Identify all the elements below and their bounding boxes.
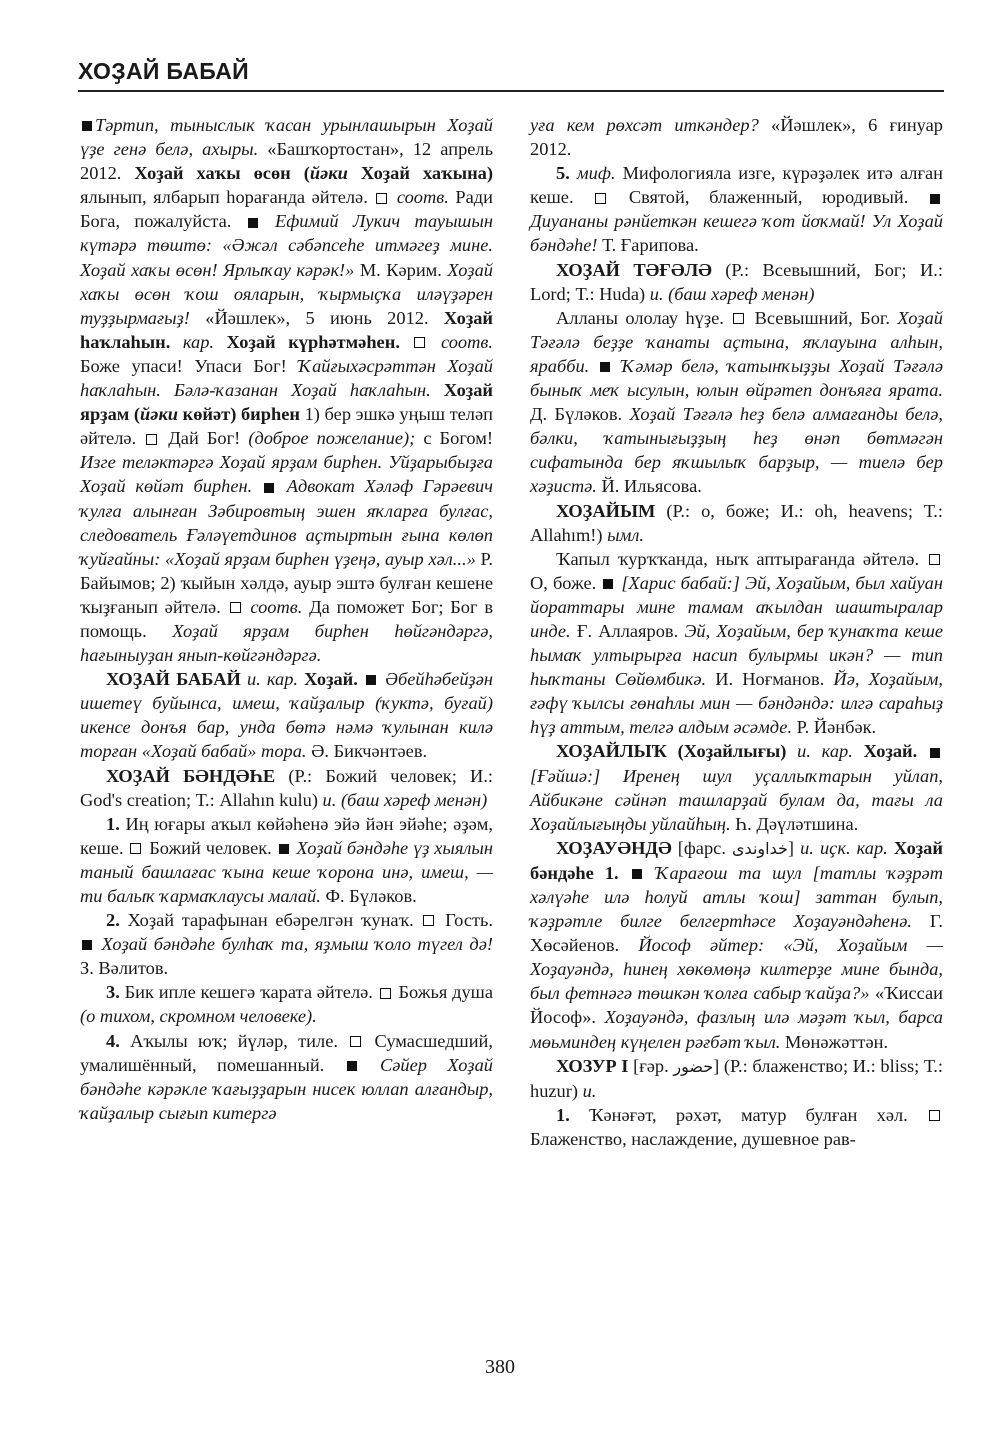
entry-text: Й. Ильясова.	[596, 476, 702, 497]
example-marker-icon	[248, 218, 258, 228]
entry-text: и. (баш хәреф менән)	[322, 789, 488, 810]
entry-text: ы	[233, 115, 247, 135]
entry-text: Сумасшедший, умалишённый, помешанный.	[80, 1030, 493, 1075]
headword-text: 2.	[106, 910, 120, 931]
entry-text: кар.	[170, 331, 214, 352]
entry-text: Ҡәмәр белә, ҡатынҡыҙҙы Хоҙай Тәғәлә быныҡ меҡ ысулын, юлын өйрәтеп донъяға ярата.	[530, 355, 943, 401]
example-marker-icon	[347, 1061, 357, 1071]
entry-text: «Ҡиссаи Йософ».	[530, 983, 943, 1028]
entry-text: Сәйер Хоҙай бәндәһе кәрәкле ҡағыҙҙарын нисек юллап алғандыр, ҡайҙалыр сығып китергә	[80, 1054, 493, 1123]
translation-marker-icon	[380, 988, 391, 999]
headword-text: Хоҙай хаҡына)	[347, 163, 493, 184]
entry-text: Изге теләктәргә Хоҙай ярҙам бирһен. Уйҙарыбыҙға Хоҙай көйәт бирһен.	[80, 452, 493, 497]
header-rule	[78, 90, 944, 92]
entry-text: З. Вәлитов.	[80, 958, 169, 979]
headword-text: ХОЗУР I	[556, 1055, 629, 1076]
entry-text: (Р.: Божий человек; И.: God's creation; Т.: Allahın kulu)	[80, 765, 493, 810]
entry-paragraph	[530, 161, 943, 257]
entry-text: Тәртип, тынысл	[95, 115, 234, 135]
entry-text: Алланы ололау һүҙе.	[556, 307, 732, 328]
headword-text: ХОҘАУӘНДӘ	[556, 837, 672, 858]
entry-text: (о тихом, скромном человеке).	[80, 1006, 317, 1027]
example-marker-icon	[632, 869, 642, 879]
entry-text: Ҡапыл ҡурҡҡанда, ныҡ аптырағанда әйтелә.	[556, 548, 927, 569]
entry-text: ялынып, ялбарып һорағанда әйтелә.	[80, 187, 375, 208]
example-marker-icon	[279, 844, 289, 854]
entry-text: Гость.	[437, 910, 494, 931]
entry-text	[917, 741, 928, 761]
entry-text: ымл.	[607, 524, 644, 545]
entry-text: [Ғәйшә:] Иренең шул уҫаллыҡтарын уйлап, Айбикәне сәйнәп ташларҙай булам да, тағы ла Хоҙайлығыңды уйлайһың.	[530, 765, 943, 834]
entry-text: (доброе пожелание);	[248, 428, 416, 449]
entry-paragraph	[80, 908, 493, 980]
translation-marker-icon	[595, 193, 606, 204]
entry-text: Т. Ғарипова.	[597, 235, 699, 256]
translation-marker-icon	[230, 602, 241, 613]
entry-text	[400, 332, 413, 352]
entry-text: соотв.	[428, 331, 493, 352]
entry-text: Ғ. Аллаяров.	[570, 620, 685, 641]
entry-paragraph	[80, 812, 493, 908]
entry-text: и. иҫк. кар.	[800, 837, 888, 858]
entry-text: и.	[582, 1080, 597, 1101]
entry-paragraph	[80, 1029, 493, 1125]
translation-marker-icon	[130, 843, 141, 854]
entry-text: М. Кәрим.	[354, 259, 448, 280]
entry-paragraph	[530, 258, 943, 306]
headword-text: ХОҘАЙЛЫҠ (Хоҙайлығы)	[556, 741, 787, 762]
translation-marker-icon	[423, 915, 434, 926]
entry-text: 1) бер эшкә уңыш теләп әйтелә.	[80, 404, 493, 449]
entry-text: Святой, блаженный, юродивый.	[609, 187, 928, 208]
entry-text: «Башҡортостан», 12 апрель 2012.	[80, 139, 493, 184]
entry-text: к ҡасан урынлашырын Хоҙай үҙе генә белә, ахыры.	[80, 115, 493, 160]
translation-marker-icon	[929, 554, 940, 565]
headword-text: Хоҙай хаҡы өсөн (	[134, 163, 310, 184]
entry-text: йәки	[140, 404, 178, 425]
entry-text: Блаженство, наслаждение, душевное рав-	[530, 1128, 856, 1149]
entry-paragraph	[530, 499, 943, 547]
entry-text: Ҡарағош та шул [татлы ҡәҙрәт хәлүәһе илә һолуй атлы ҡош] заттан булып, ҡәҙрәтле билге белгертһәсе Хоҙауәндәһенә.	[530, 862, 943, 932]
entry-text: (Р.: о, боже; И.: oh, heavens; Т.: Allahım!)	[530, 500, 943, 545]
entry-text: Да поможет Бог; Бог в помощь.	[80, 596, 493, 641]
entry-text: миф.	[569, 163, 616, 184]
entry-text: Г. Хөсәйенов.	[530, 911, 943, 956]
example-marker-icon	[600, 362, 610, 372]
example-marker-icon	[930, 748, 940, 758]
entry-text: «Йәшлек», 5 июнь 2012.	[189, 307, 444, 328]
entry-text: Хоҙай бәндәһе булһаҡ та, яҙмыш ҡоло түгел дә!	[95, 934, 493, 955]
headword-text: Хоҙай ярҙам (	[80, 380, 493, 425]
entry-text: уға кем рөхсәт иткәндер?	[530, 115, 759, 135]
entry-text: Диуананы рәнйеткән кешегә ҡот йоҡмай! Ул Хоҙай бәндәһе!	[530, 211, 943, 256]
entry-paragraph	[530, 1103, 943, 1151]
entry-text: и. (баш хәреф менән)	[649, 283, 815, 304]
example-marker-icon	[366, 675, 376, 685]
headword-text: Хоҙай.	[852, 741, 918, 762]
entry-text: Әбейһәбейҙән ишетеү буйынса, имеш, ҡайҙалыр (ҡуктә, буғай) икенсе донъя бар, унда бөтә нәмә ҡулынан килә торған «Хоҙай бабай» тора.	[80, 669, 493, 762]
entry-text: Д. Бүләков.	[530, 404, 630, 425]
entry-text: Ҡайғыхәсрәттән Хоҙай һаҡлаһын. Бәлә-ҡазанан Хоҙай һаҡлаһын.	[80, 355, 493, 401]
entry-text: [фарс.	[671, 837, 733, 858]
headword-text: ХОҘАЙЫМ	[556, 500, 656, 521]
entry-text: خداوندی	[732, 838, 788, 858]
entry-text: и. кар.	[240, 669, 299, 690]
entry-text: ]	[787, 837, 801, 858]
entry-text: Хоҙай ярҙам бирһен һөйгәндәргә, һағыныуҙан янып-көйгәндәргә.	[80, 620, 493, 666]
headword-text: 1.	[556, 1104, 570, 1125]
entry-text: [Харис бабай:] Эй, Хоҙайым, был хайуан йораттары мине тамам аҡылдан шаштыралар инде.	[530, 572, 943, 641]
headword-text: ХОҘАЙ БӘНДӘҺЕ	[106, 765, 276, 786]
entry-text: Божья душа	[393, 982, 493, 1003]
entry-text: Всевышний, Бог.	[747, 307, 898, 328]
entry-text: Хоҙай тарафынан ебәрелгән ҡунаҡ.	[119, 910, 422, 931]
example-marker-icon	[82, 121, 92, 131]
entry-text: Иң юғары аҡыл көйәһенә эйә йән эйәһе; әҙәм, кеше.	[80, 813, 493, 858]
entry-text: Хоҙай Тәғәлә беҙҙе ҡанаты аҫтына, яҡлауына алһын, ярабби.	[530, 307, 943, 376]
entry-paragraph	[530, 739, 943, 835]
entry-text: И. Ноғманов.	[706, 669, 834, 690]
entry-text: Ефимий Лукич тауышын күтәрә төштө: «Әжәл сәбәпсеһе итмәгеҙ мине. Хоҙай хаҡы өсөн! Ярлыҡау кәрәк!»	[80, 211, 493, 280]
entry-text: О, боже.	[530, 572, 602, 593]
translation-marker-icon	[414, 337, 425, 348]
entry-text: Божий человек.	[144, 837, 277, 858]
example-marker-icon	[82, 940, 92, 950]
entry-text	[589, 356, 598, 376]
headword-text: ХОҘАЙ ТӘҒӘЛӘ	[556, 259, 712, 280]
entry-text: соотв.	[243, 596, 303, 617]
running-head: ХОҘАЙ БАБАЙ	[78, 58, 249, 84]
entry-paragraph	[80, 667, 493, 763]
entry-text: и. кар.	[786, 741, 853, 762]
entry-text: Йә, Хоҙайым, ғәфү ҡылсы гөнаһлы мин — бәндәндә: илгә сараһыҙ һүҙ аттым, телгә алдым әсәмде.	[530, 669, 944, 738]
entry-text: Ф. Бүләков.	[320, 886, 417, 906]
entry-paragraph	[530, 306, 943, 499]
entry-text: Хоҙауәндә, фазлың илә мәҙәт ҡыл, барса мөьминдең күңелен рәғбәт ҡыл.	[530, 1007, 943, 1052]
translation-marker-icon	[146, 434, 157, 445]
entry-text: Адвокат Хәләф Гәрәевич ҡулға алынған Зәбировтың эшен яҡларға булғас, следователь Ғәләүетдинов аҫтыртын ғына көлөп ҡуйғайны: «Хоҙай ярҙам бирһен үҙеңә, ауыр хәл...»	[80, 476, 493, 569]
headword-text: Хоҙай.	[298, 669, 358, 690]
entry-text: Эй, Хоҙайым, бер ҡунаҡта кеше һымаҡ ултырырға насип булырмы икән? — тип һыҡтаны Сөйөмбикә.	[530, 620, 943, 690]
entry-paragraph	[80, 113, 493, 667]
entry-text: «Йәшлек», 6 ғинуар 2012.	[530, 115, 943, 160]
entry-text: Аҡылы юҡ; йүләр, тиле.	[119, 1030, 349, 1051]
translation-marker-icon	[929, 1110, 940, 1121]
headword-text: Хоҙай һаҡлаһын.	[80, 307, 493, 352]
right-column	[530, 113, 943, 1151]
entry-text	[358, 669, 364, 689]
page-number: 380	[485, 1356, 515, 1378]
entry-text: Хоҙай Тәғәлә һеҙ белә алмағанды белә, бәлки, ҡатынығыҙҙың һеҙ өнәп бөтмәгән сифатында бер яҡшылыҡ барҙыр, — тиелә бер хәҙистә.	[530, 404, 943, 497]
example-marker-icon	[264, 483, 274, 493]
entry-text: ] (Р.: блаженство; И.: bliss; Т.: huzur)	[530, 1055, 943, 1101]
entry-text: Мифологияла изге, күрәҙәлек итә алған кеше.	[530, 163, 944, 208]
entry-text: Хоҙай бәндәһе үҙ хыялын таный башлағас ҡына кеше ҡорона инә, имеш, — ти балыҡ ҡармаҡлаусы малай.	[80, 837, 493, 906]
entry-paragraph	[80, 980, 493, 1028]
entry-text: [ғәр.	[628, 1055, 674, 1076]
entry-text: Дай Бог!	[160, 428, 249, 449]
example-marker-icon	[603, 579, 613, 589]
entry-text: Мөнәжәттән.	[780, 1031, 889, 1052]
entry-text: Р. Байымов; 2) ҡыйын хәлдә, ауыр эштә булған кешене ҡыҙғанып әйтелә.	[80, 548, 493, 617]
entry-text: Ә. Бикчәнтәев.	[306, 741, 428, 762]
headword-text: 5.	[556, 163, 570, 184]
entry-text: Һ. Дәүләтшина.	[730, 813, 859, 834]
entry-text: Хоҙай хаҡы өсөн ҡош ояларын, ҡырмыҫҡа иләүҙәрен туҙҙырмағыҙ!	[80, 259, 493, 328]
entry-text: Р. Йәнбәк.	[792, 717, 877, 738]
entry-text: соотв.	[390, 187, 449, 208]
example-marker-icon	[930, 194, 940, 204]
entry-text: с Богом!	[415, 428, 494, 449]
entry-paragraph	[530, 1054, 943, 1103]
left-column	[80, 113, 493, 1125]
translation-marker-icon	[376, 193, 387, 204]
entry-text: (Р.: Всевышний, Бог; И.: Lord; Т.: Huda)	[530, 259, 943, 304]
entry-paragraph	[530, 547, 943, 740]
entry-text: Ҡәнәғәт, рәхәт, матур булған хәл.	[569, 1104, 927, 1125]
headword-text: 4.	[106, 1030, 120, 1051]
entry-text: حضور	[673, 1056, 714, 1076]
headword-text: ХОҘАЙ БАБАЙ	[106, 669, 241, 690]
headword-text: Хоҙай күрһәтмәһен.	[214, 331, 400, 352]
entry-text: йәки	[309, 163, 348, 184]
translation-marker-icon	[733, 313, 744, 324]
entry-text	[619, 863, 630, 883]
entry-paragraph	[530, 113, 943, 161]
entry-text	[252, 476, 262, 496]
headword-text: Хоҙай бәндәһе 1.	[530, 837, 943, 883]
entry-text: Ради Бога, пожалуйста.	[80, 187, 493, 232]
translation-marker-icon	[350, 1036, 361, 1047]
entry-text: Йософ әйтер: «Эй, Хоҙайым — Хоҙауәндә, һинең хөкөмөңә килтерҙе мине бында, был фетнәгә төшкән ҡолға сабыр ҡайҙа?»	[530, 935, 943, 1004]
entry-paragraph	[80, 764, 493, 812]
headword-text: 1.	[106, 813, 120, 834]
entry-paragraph	[530, 836, 943, 1054]
headword-text: 3.	[106, 982, 120, 1003]
entry-text: Бик ипле кешегә ҡарата әйтелә.	[119, 982, 378, 1003]
entry-text: Боже упаси! Упаси Бог!	[80, 355, 299, 376]
headword-text: көйәт) бирһен	[178, 404, 300, 425]
